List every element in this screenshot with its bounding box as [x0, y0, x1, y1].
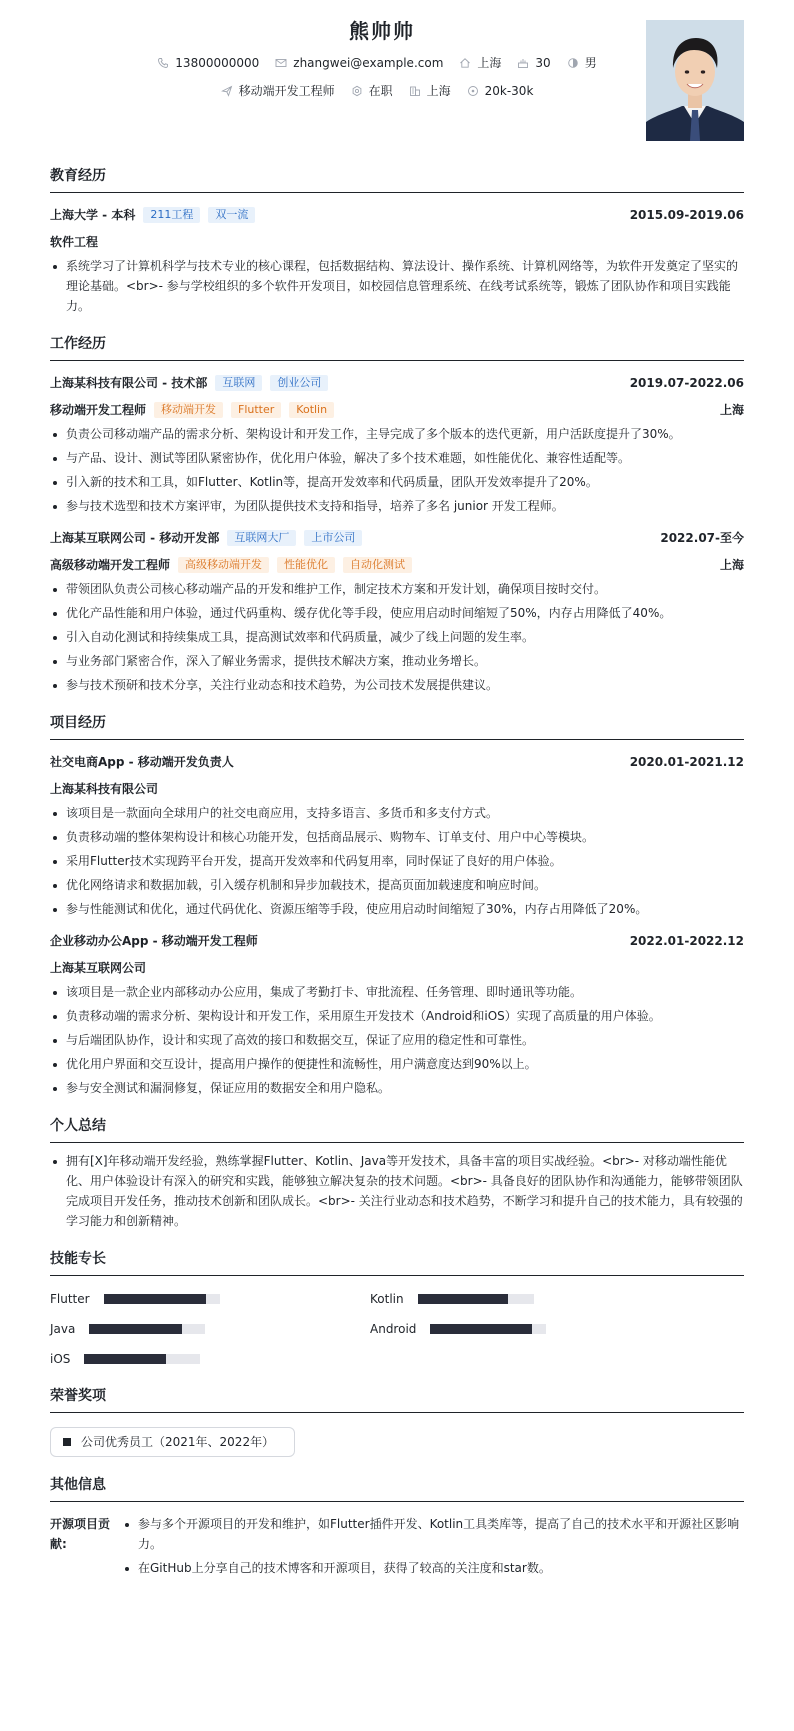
education-section [50, 166, 744, 316]
project-org: 上海某互联网公司 [50, 961, 147, 975]
list-item: 该项目是一款面向全球用户的社交电商应用，支持多语言、多货币和多支付方式。 [50, 803, 744, 823]
home-icon [459, 57, 471, 69]
project-head [50, 752, 744, 772]
other-section [50, 1475, 744, 1578]
avatar-photo [646, 20, 744, 141]
list-item: 优化产品性能和用户体验，通过代码重构、缓存优化等手段，使应用启动时间缩短了50%，内存占用降低了40%。 [50, 603, 744, 623]
list-item: 该项目是一款企业内部移动办公应用，集成了考勤打卡、审批流程、任务管理、即时通讯等功能。 [50, 982, 744, 1002]
work-date: 2019.07-2022.06 [629, 376, 744, 390]
section-title-education: 教育经历 [50, 166, 744, 193]
section-title-work: 工作经历 [50, 334, 744, 361]
work-role-line [50, 400, 744, 420]
work-head [50, 373, 744, 393]
skill-bar-fill [104, 1294, 206, 1304]
section-title-other: 其他信息 [50, 1475, 744, 1502]
honor-text: 公司优秀员工（2021年、2022年） [81, 1435, 275, 1449]
square-bullet-icon [63, 1438, 71, 1446]
skill-name: Android [370, 1322, 417, 1336]
gear-icon [351, 85, 363, 97]
gender-item [567, 54, 597, 72]
list-item: 参与多个开源项目的开发和维护，如Flutter插件开发、Kotlin工具类库等，提高了自己的技术水平和开源社区影响力。 [122, 1514, 744, 1554]
email-text: zhangwei@example.com [293, 56, 444, 70]
list-item: 引入自动化测试和持续集成工具，提高测试效率和代码质量，减少了线上问题的发生率。 [50, 627, 744, 647]
skill-item [370, 1290, 670, 1308]
resume-header [50, 16, 744, 166]
phone-text: 13800000000 [175, 56, 260, 70]
list-item: 系统学习了计算机科学与技术专业的核心课程，包括数据结构、算法设计、操作系统、计算机网络等，为软件开发奠定了坚实的理论基础。<br>- 参与学校组织的多个软件开发项目，如校园信息管理系统、在线考试系统等，锻炼了团队协作和项目实践能力。 [50, 256, 744, 316]
salary-item [467, 82, 534, 100]
role-name: 高级移动端开发工程师 [50, 558, 171, 572]
project-date: 2022.01-2022.12 [629, 934, 744, 948]
company-tag: 创业公司 [270, 375, 328, 391]
role-tag: 移动端开发 [154, 402, 223, 418]
education-bullets [50, 256, 744, 316]
project-entry [50, 931, 744, 1098]
mail-icon [275, 57, 287, 69]
section-title-projects: 项目经历 [50, 713, 744, 740]
education-head [50, 205, 744, 225]
skills-section [50, 1249, 744, 1368]
skill-item [50, 1350, 370, 1368]
salary-text: 20k-30k [484, 84, 534, 98]
skill-bar-fill [84, 1354, 165, 1364]
role-tag: 自动化测试 [343, 557, 412, 573]
gender-text: 男 [584, 56, 597, 70]
coin-icon [467, 85, 479, 97]
skill-bar [104, 1294, 220, 1304]
location-item [459, 54, 501, 72]
school-tag: 双一流 [208, 207, 255, 223]
skill-bar-fill [418, 1294, 508, 1304]
work-entry [50, 373, 744, 516]
email-item [275, 54, 443, 72]
company-name: 上海某科技有限公司 - 技术部 [50, 376, 208, 390]
project-bullets [50, 982, 744, 1098]
work-city-text: 上海 [426, 84, 451, 98]
building-icon [409, 85, 421, 97]
list-item: 负责公司移动端产品的需求分析、架构设计和开发工作，主导完成了多个版本的迭代更新，用户活跃度提升了30%。 [50, 424, 744, 444]
company-tag: 上市公司 [304, 530, 362, 546]
honors-section [50, 1386, 744, 1457]
skill-name: iOS [50, 1352, 71, 1366]
work-city-item [409, 82, 451, 100]
list-item: 引入新的技术和工具，如Flutter、Kotlin等，提高开发效率和代码质量，团队开发效率提升了20%。 [50, 472, 744, 492]
company-name: 上海某互联网公司 - 移动开发部 [50, 531, 220, 545]
other-bullets [122, 1514, 744, 1578]
project-date: 2020.01-2021.12 [629, 755, 744, 769]
role-tag: 性能优化 [277, 557, 335, 573]
work-city: 上海 [719, 558, 744, 572]
project-bullets [50, 803, 744, 919]
skill-bar-fill [89, 1324, 182, 1334]
contact-row [50, 54, 744, 72]
role-name: 移动端开发工程师 [50, 403, 147, 417]
list-item: 与业务部门紧密合作，深入了解业务需求，提供技术解决方案，推动业务增长。 [50, 651, 744, 671]
candidate-name: 熊帅帅 [349, 19, 415, 43]
skill-bar [89, 1324, 205, 1334]
skill-name: Java [50, 1322, 76, 1336]
age-text: 30 [535, 56, 551, 70]
skill-bar-fill [430, 1324, 532, 1334]
skill-bar [418, 1294, 534, 1304]
summary-section [50, 1116, 744, 1231]
section-title-honors: 荣誉奖项 [50, 1386, 744, 1413]
skill-item [50, 1290, 370, 1308]
project-org-line [50, 779, 744, 799]
cake-icon [517, 57, 529, 69]
list-item: 参与性能测试和优化，通过代码优化、资源压缩等手段，使应用启动时间缩短了30%，内存占用降低了20%。 [50, 899, 744, 919]
project-head [50, 931, 744, 951]
skills-grid [50, 1290, 744, 1368]
work-section [50, 334, 744, 695]
list-item: 优化网络请求和数据加载，引入缓存机制和异步加载技术，提高页面加载速度和响应时间。 [50, 875, 744, 895]
list-item: 与产品、设计、测试等团队紧密协作，优化用户体验，解决了多个技术难题，如性能优化、兼容性适配等。 [50, 448, 744, 468]
list-item: 负责移动端的需求分析、架构设计和开发工作，采用原生开发技术（Android和iOS）实现了高质量的用户体验。 [50, 1006, 744, 1026]
project-name: 社交电商App - 移动端开发负责人 [50, 755, 234, 769]
list-item: 参与技术选型和技术方案评审，为团队提供技术支持和指导，培养了多名 junior 开发工程师。 [50, 496, 744, 516]
age-item [517, 54, 550, 72]
other-label: 开源项目贡献: [50, 1517, 111, 1551]
project-org-line [50, 958, 744, 978]
work-bullets [50, 424, 744, 516]
gender-icon [567, 57, 579, 69]
list-item: 在GitHub上分享自己的技术博客和开源项目，获得了较高的关注度和star数。 [122, 1558, 744, 1578]
job-title-text: 移动端开发工程师 [238, 84, 335, 98]
job-row [50, 82, 744, 100]
section-title-summary: 个人总结 [50, 1116, 744, 1143]
education-date: 2015.09-2019.06 [629, 208, 744, 222]
work-bullets [50, 579, 744, 695]
role-tag: Kotlin [289, 402, 334, 418]
skill-name: Kotlin [370, 1292, 404, 1306]
skill-item [50, 1320, 370, 1338]
phone-item [157, 54, 259, 72]
work-head [50, 528, 744, 548]
education-major-line [50, 232, 744, 252]
education-major: 软件工程 [50, 235, 99, 249]
status-item [351, 82, 393, 100]
work-city: 上海 [719, 403, 744, 417]
school-tag: 211工程 [143, 207, 200, 223]
phone-icon [157, 57, 169, 69]
honor-badge [50, 1427, 295, 1457]
summary-bullets [50, 1151, 744, 1231]
list-item: 参与技术预研和技术分享，关注行业动态和技术趋势，为公司技术发展提供建议。 [50, 675, 744, 695]
list-item: 优化用户界面和交互设计，提高用户操作的便捷性和流畅性，用户满意度达到90%以上。 [50, 1054, 744, 1074]
work-entry [50, 528, 744, 695]
work-role-line [50, 555, 744, 575]
role-tag: 高级移动端开发 [178, 557, 269, 573]
list-item: 负责移动端的整体架构设计和核心功能开发，包括商品展示、购物车、订单支付、用户中心等模块。 [50, 827, 744, 847]
list-item: 采用Flutter技术实现跨平台开发，提高开发效率和代码复用率，同时保证了良好的用户体验。 [50, 851, 744, 871]
project-entry [50, 752, 744, 919]
work-date: 2022.07-至今 [660, 531, 744, 545]
status-text: 在职 [368, 84, 393, 98]
company-tag: 互联网 [215, 375, 262, 391]
send-icon [221, 85, 233, 97]
project-name: 企业移动办公App - 移动端开发工程师 [50, 934, 258, 948]
education-entry [50, 205, 744, 316]
list-item: 参与安全测试和漏洞修复，保证应用的数据安全和用户隐私。 [50, 1078, 744, 1098]
list-item: 与后端团队协作，设计和实现了高效的接口和数据交互，保证了应用的稳定性和可靠性。 [50, 1030, 744, 1050]
school-name: 上海大学 - 本科 [50, 208, 136, 222]
job-title-item [221, 82, 335, 100]
skill-name: Flutter [50, 1292, 90, 1306]
role-tag: Flutter [231, 402, 281, 418]
section-title-skills: 技能专长 [50, 1249, 744, 1276]
project-org: 上海某科技有限公司 [50, 782, 159, 796]
location-text: 上海 [477, 56, 502, 70]
skill-bar [84, 1354, 200, 1364]
summary-text: 拥有[X]年移动端开发经验，熟练掌握Flutter、Kotlin、Java等开发技术，具备丰富的项目实战经验。<br>- 对移动端性能优化、用户体验设计有深入的研究和实践，能够独立解决复杂的技术问题。<br>- 具备良好的团队协作和沟通能力，能够带领团队完成项目开发任务，推动技术创新和团队成长。<br>- 关注行业动态和技术趋势，不断学习和提升自己的技术能力，具有较强的学习能力和创新精神。 [50, 1151, 744, 1231]
projects-section [50, 713, 744, 1098]
skill-bar [430, 1324, 546, 1334]
other-row [50, 1514, 744, 1578]
list-item: 带领团队负责公司核心移动端产品的开发和维护工作，制定技术方案和开发计划，确保项目按时交付。 [50, 579, 744, 599]
skill-item [370, 1320, 670, 1338]
company-tag: 互联网大厂 [227, 530, 296, 546]
